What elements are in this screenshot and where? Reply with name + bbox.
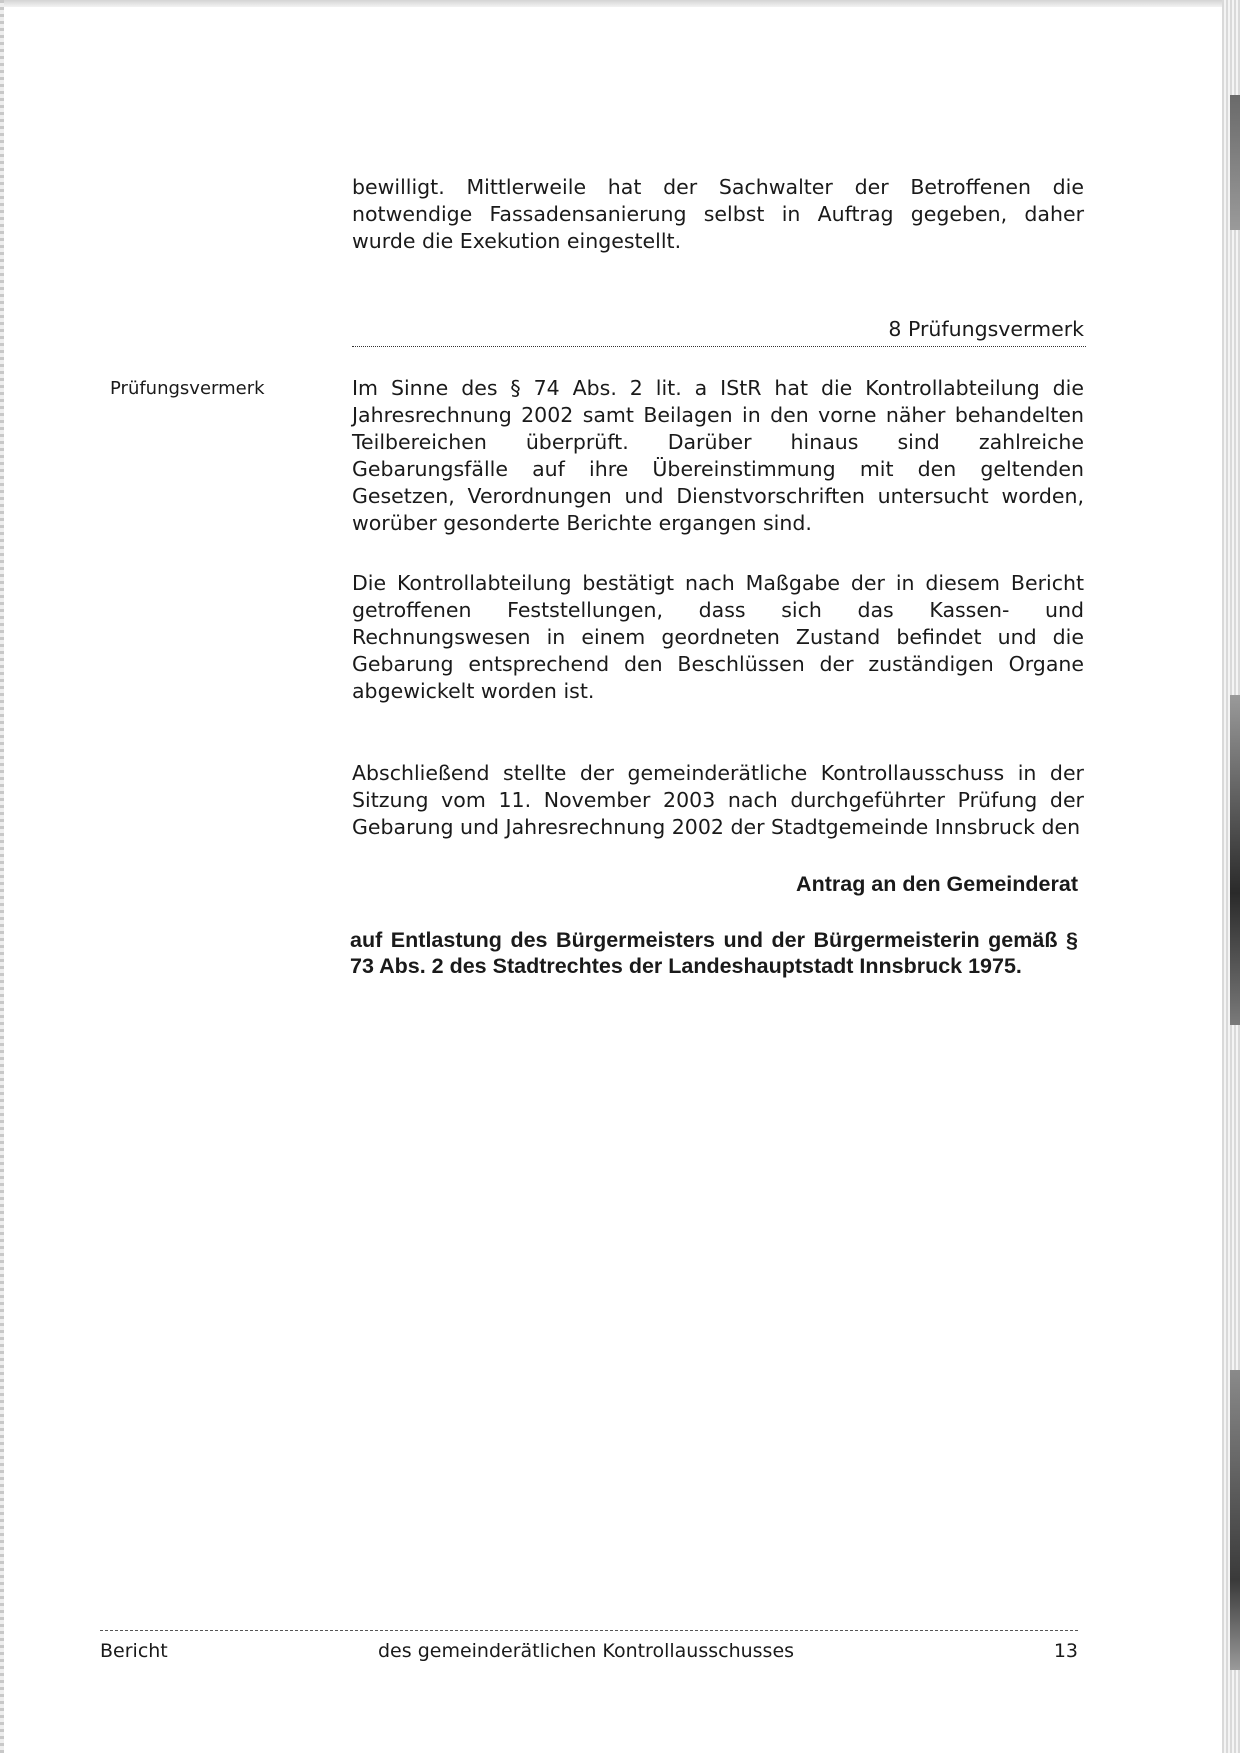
margin-note: Prüfungsvermerk: [110, 378, 265, 399]
pruefung-paragraph-1: Im Sinne des § 74 Abs. 2 lit. a IStR hat die Kontrollabteilung die Jahresrechnung 2002 samt Beilagen in den vorne näher behandelten Teilbereichen überprüft. Darüber hinaus sind zahlreiche Gebarungsfälle auf ihre Übereinstimmung mit den geltenden Gesetzen, Verordnungen und Dienstvorschriften untersucht worden, worüber gesonderte Berichte ergangen sind.: [352, 376, 1084, 535]
continuation-paragraph: bewilligt. Mittlerweile hat der Sachwalter der Betroffenen die notwendige Fassadensanierung selbst in Auftrag gegeben, daher wurde die Exekution eingestellt.: [352, 175, 1084, 253]
scan-shadow: [1230, 1370, 1240, 1670]
scan-shadow: [1230, 95, 1240, 230]
scan-edge-top: [0, 0, 1240, 7]
footer-center: des gemeinderätlichen Kontrollausschusses: [378, 1640, 795, 1662]
footer-left: Bericht: [100, 1640, 168, 1662]
antrag-text: auf Entlastung des Bürgermeisters und der Bürgermeisterin gemäß § 73 Abs. 2 des Stadtrechtes der Landeshauptstadt Innsbruck 1975.: [350, 928, 1078, 978]
page-number: 13: [1053, 1640, 1078, 1662]
section-divider: [352, 346, 1086, 347]
scan-edge-left: [0, 0, 4, 1753]
scan-shadow: [1230, 695, 1240, 1025]
pruefung-paragraph-2: Die Kontrollabteilung bestätigt nach Maßgabe der in diesem Bericht getroffenen Feststellungen, dass sich das Kassen- und Rechnungswesen in einem geordneten Zustand befindet und die Gebarung entsprechend den Beschlüssen der zuständigen Organe abgewickelt worden ist.: [352, 571, 1084, 703]
section-heading: 8 Prüfungsvermerk: [888, 317, 1084, 341]
abschluss-paragraph: Abschließend stellte der gemeinderätliche Kontrollausschuss in der Sitzung vom 11. November 2003 nach durchgeführter Prüfung der Gebarung und Jahresrechnung 2002 der Stadtgemeinde Innsbruck den: [352, 761, 1084, 839]
antrag-title: Antrag an den Gemeinderat: [796, 872, 1078, 896]
footer-divider: [100, 1630, 1078, 1631]
